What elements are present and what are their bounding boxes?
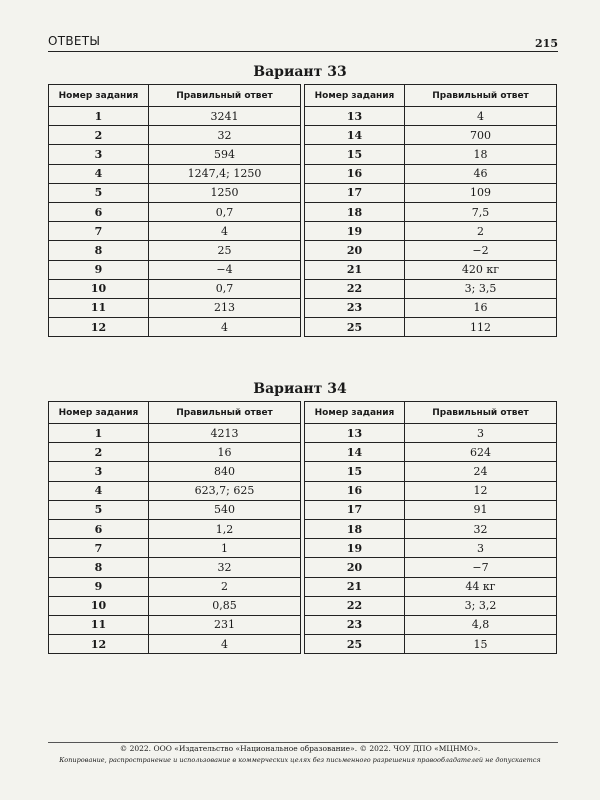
task-number: 16 — [305, 481, 405, 500]
answer-value: 0,7 — [149, 279, 301, 298]
task-number: 15 — [305, 145, 405, 164]
answer-column-header: Правильный ответ — [149, 402, 301, 424]
variant-33-table — [48, 84, 557, 337]
answer-value: 540 — [149, 500, 301, 519]
variant-34-title: Вариант 34 — [253, 381, 347, 397]
task-number: 6 — [49, 519, 149, 538]
table-row — [49, 596, 557, 615]
answer-value: 3 — [405, 424, 557, 443]
task-number: 6 — [49, 202, 149, 221]
answer-value: 1247,4; 1250 — [149, 164, 301, 183]
answer-value: 1250 — [149, 183, 301, 202]
footer-notice: Копирование, распространение и использование в коммерческих целях без письменного разрешения правообладателей не допускается — [59, 756, 541, 764]
table-row — [49, 558, 557, 577]
answer-value: 2 — [149, 577, 301, 596]
task-number: 20 — [305, 558, 405, 577]
task-number: 17 — [305, 183, 405, 202]
table-row — [49, 260, 557, 279]
task-number: 16 — [305, 164, 405, 183]
answer-value: 4 — [149, 318, 301, 337]
table-row — [49, 539, 557, 558]
task-number: 3 — [49, 145, 149, 164]
answer-value: −7 — [405, 558, 557, 577]
answer-value: 4 — [149, 222, 301, 241]
table-header-row — [49, 402, 557, 424]
task-number: 11 — [49, 615, 149, 634]
task-number: 11 — [49, 298, 149, 317]
task-number: 1 — [49, 107, 149, 126]
answer-column-header: Правильный ответ — [149, 85, 301, 107]
answer-value: 3 — [405, 539, 557, 558]
answer-value: 213 — [149, 298, 301, 317]
task-number: 1 — [49, 424, 149, 443]
answer-value: 25 — [149, 241, 301, 260]
answer-value: 700 — [405, 126, 557, 145]
answer-column-header: Правильный ответ — [405, 85, 557, 107]
answer-value: 109 — [405, 183, 557, 202]
task-number: 23 — [305, 298, 405, 317]
answer-value: 623,7; 625 — [149, 481, 301, 500]
answer-value: 3241 — [149, 107, 301, 126]
task-number: 7 — [49, 222, 149, 241]
task-number: 13 — [305, 107, 405, 126]
answer-value: 840 — [149, 462, 301, 481]
task-number: 14 — [305, 126, 405, 145]
answer-value: 4,8 — [405, 615, 557, 634]
task-number: 9 — [49, 260, 149, 279]
task-number: 25 — [305, 318, 405, 337]
answer-value: 24 — [405, 462, 557, 481]
task-number: 23 — [305, 615, 405, 634]
header-rule — [48, 51, 558, 52]
answer-value: 231 — [149, 615, 301, 634]
task-number: 5 — [49, 183, 149, 202]
task-number: 18 — [305, 202, 405, 221]
task-number: 4 — [49, 164, 149, 183]
variant-33-title: Вариант 33 — [253, 64, 347, 80]
task-number: 25 — [305, 635, 405, 654]
task-number: 8 — [49, 558, 149, 577]
answer-value: 4 — [405, 107, 557, 126]
task-number: 19 — [305, 222, 405, 241]
table-row — [49, 635, 557, 654]
table-row — [49, 183, 557, 202]
task-number: 14 — [305, 443, 405, 462]
task-number: 4 — [49, 481, 149, 500]
table-row — [49, 500, 557, 519]
answer-column-header: Правильный ответ — [405, 402, 557, 424]
table-row — [49, 145, 557, 164]
answer-value: 2 — [405, 222, 557, 241]
page-number: 215 — [535, 37, 558, 50]
answer-value: 0,85 — [149, 596, 301, 615]
table-row — [49, 222, 557, 241]
task-number: 12 — [49, 318, 149, 337]
answer-value: 112 — [405, 318, 557, 337]
task-number: 19 — [305, 539, 405, 558]
task-number: 2 — [49, 126, 149, 145]
answer-value: 624 — [405, 443, 557, 462]
footer-copyright: © 2022. ООО «Издательство «Национальное образование». © 2022. ЧОУ ДПО «МЦНМО». — [119, 744, 481, 753]
table-row — [49, 577, 557, 596]
answer-value: 420 кг — [405, 260, 557, 279]
answer-value: 3; 3,5 — [405, 279, 557, 298]
answer-value: 4213 — [149, 424, 301, 443]
table-row — [49, 279, 557, 298]
task-column-header: Номер задания — [49, 85, 149, 107]
variant-34-table — [48, 401, 557, 654]
task-number: 7 — [49, 539, 149, 558]
table-row — [49, 164, 557, 183]
task-number: 8 — [49, 241, 149, 260]
answer-value: 32 — [405, 519, 557, 538]
answer-value: 594 — [149, 145, 301, 164]
table-row — [49, 107, 557, 126]
page-header-title: ОТВЕТЫ — [48, 34, 101, 48]
table-row — [49, 202, 557, 221]
answer-value: −4 — [149, 260, 301, 279]
task-number: 17 — [305, 500, 405, 519]
task-column-header: Номер задания — [49, 402, 149, 424]
answer-value: 12 — [405, 481, 557, 500]
table-row — [49, 241, 557, 260]
answer-value: −2 — [405, 241, 557, 260]
answer-value: 18 — [405, 145, 557, 164]
task-number: 3 — [49, 462, 149, 481]
table-row — [49, 615, 557, 634]
footer-rule — [48, 742, 558, 743]
task-number: 15 — [305, 462, 405, 481]
task-number: 13 — [305, 424, 405, 443]
task-number: 12 — [49, 635, 149, 654]
table-row — [49, 126, 557, 145]
task-column-header: Номер задания — [305, 402, 405, 424]
answer-value: 1 — [149, 539, 301, 558]
answer-value: 32 — [149, 558, 301, 577]
task-column-header: Номер задания — [305, 85, 405, 107]
answer-value: 91 — [405, 500, 557, 519]
table-row — [49, 318, 557, 337]
task-number: 9 — [49, 577, 149, 596]
table-row — [49, 424, 557, 443]
task-number: 21 — [305, 577, 405, 596]
answer-value: 0,7 — [149, 202, 301, 221]
answer-value: 46 — [405, 164, 557, 183]
answer-value: 1,2 — [149, 519, 301, 538]
table-row — [49, 519, 557, 538]
table-row — [49, 481, 557, 500]
task-number: 5 — [49, 500, 149, 519]
task-number: 20 — [305, 241, 405, 260]
answer-value: 15 — [405, 635, 557, 654]
table-header-row — [49, 85, 557, 107]
table-row — [49, 443, 557, 462]
task-number: 22 — [305, 596, 405, 615]
task-number: 21 — [305, 260, 405, 279]
answer-value: 4 — [149, 635, 301, 654]
task-number: 10 — [49, 596, 149, 615]
answer-value: 16 — [149, 443, 301, 462]
answer-value: 7,5 — [405, 202, 557, 221]
answer-value: 44 кг — [405, 577, 557, 596]
answer-value: 32 — [149, 126, 301, 145]
task-number: 10 — [49, 279, 149, 298]
answer-value: 3; 3,2 — [405, 596, 557, 615]
task-number: 18 — [305, 519, 405, 538]
answer-value: 16 — [405, 298, 557, 317]
task-number: 22 — [305, 279, 405, 298]
table-row — [49, 462, 557, 481]
task-number: 2 — [49, 443, 149, 462]
table-row — [49, 298, 557, 317]
